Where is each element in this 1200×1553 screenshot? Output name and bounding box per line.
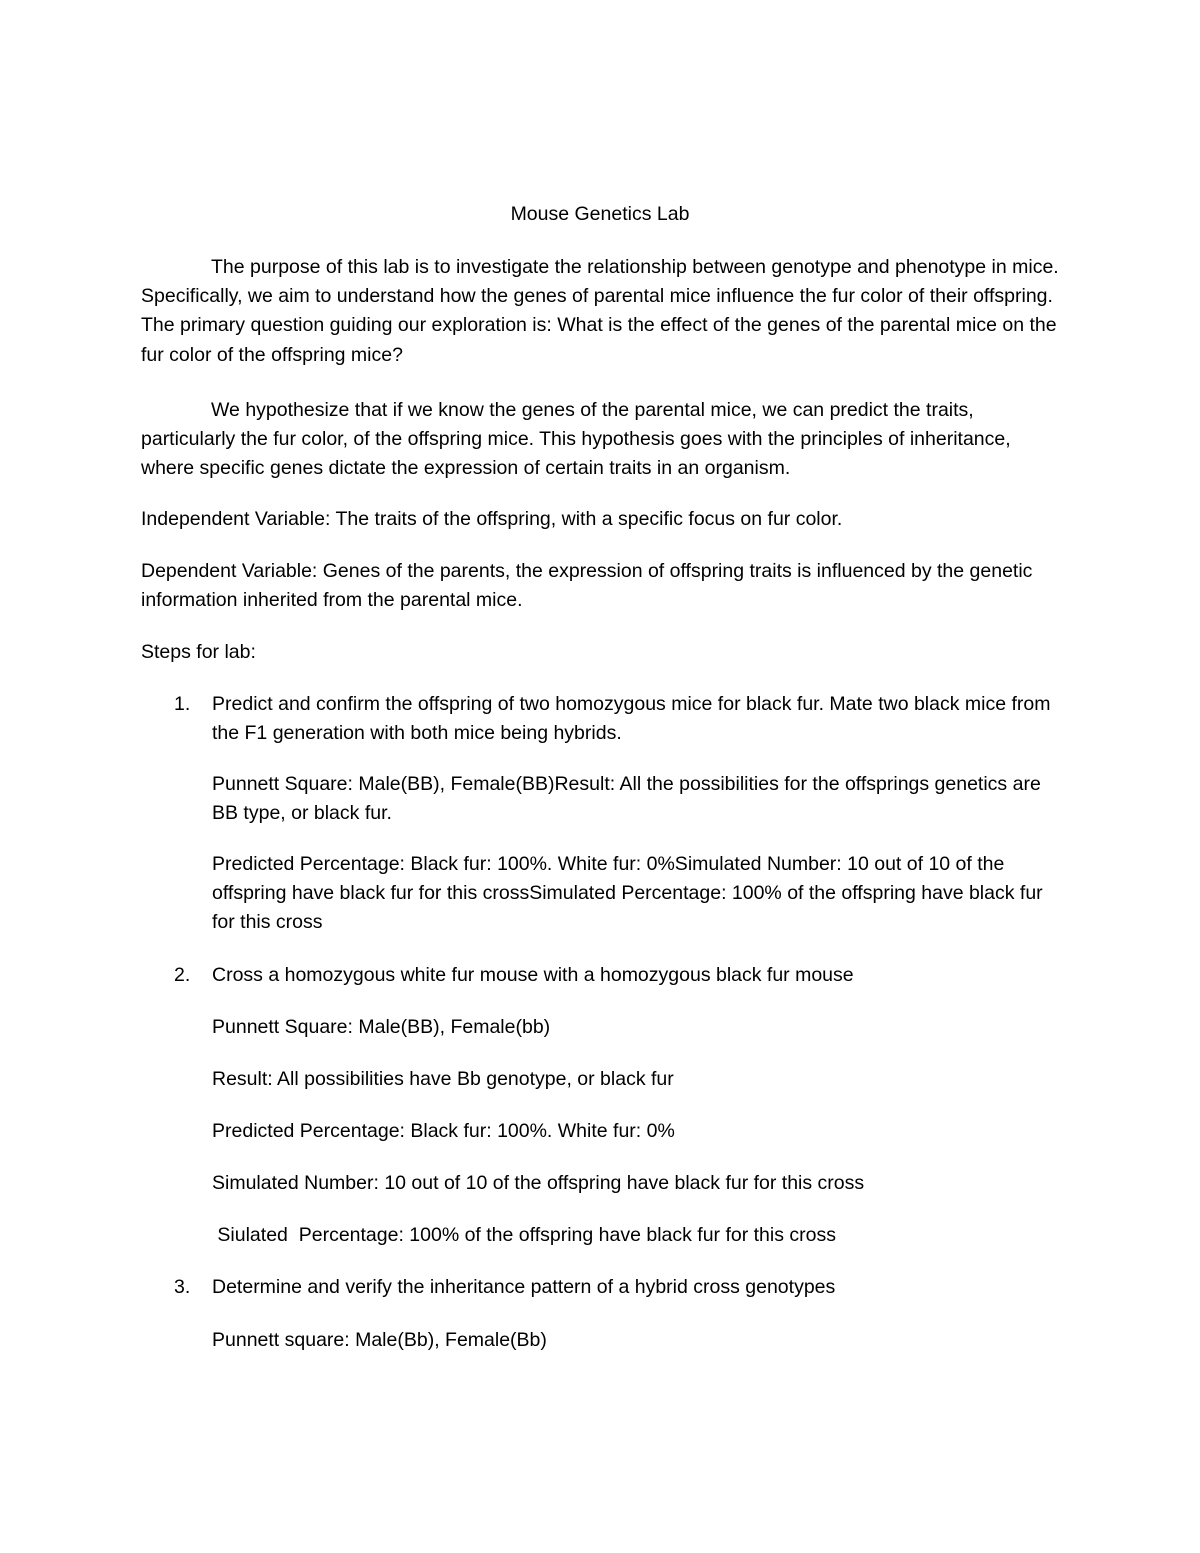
step-detail: Punnett Square: Male(BB), Female(bb) (212, 1016, 551, 1038)
independent-variable: Independent Variable: The traits of the offspring, with a specific focus on fur color. (141, 508, 843, 530)
step-number: 2. (174, 964, 191, 986)
step-detail: Siulated Percentage: 100% of the offspring have black fur for this cross (212, 1224, 836, 1246)
step-detail: Punnett square: Male(Bb), Female(Bb) (212, 1329, 547, 1351)
step-text: Determine and verify the inheritance pattern of a hybrid cross genotypes (212, 1276, 836, 1298)
page-title: Mouse Genetics Lab (510, 203, 690, 225)
hypothesis-paragraph: We hypothesize that if we know the genes of the parental mice, we can predict the traits, particularly the fur color, of the offspring mice. This hypothesis goes with the principles of inheritance, where specific genes dictate the expression of certain traits in an organism. (141, 399, 1011, 480)
step-text: Predict and confirm the offspring of two homozygous mice for black fur. Mate two black mice from the F1 generation with both mice being hybrids. (212, 693, 1051, 745)
dependent-variable: Dependent Variable: Genes of the parents, the expression of offspring traits is influenced by the genetic information inherited from the parental mice. (141, 560, 1033, 612)
step-number: 1. (174, 693, 191, 715)
step-detail: Punnett Square: Male(BB), Female(BB)Result: All the possibilities for the offsprings genetics are BB type, or black fur. (212, 773, 1041, 825)
purpose-paragraph: The purpose of this lab is to investigate the relationship between genotype and phenotype in mice. Specifically, we aim to understand how the genes of parental mice influence the fur color of their offspring. The primary question guiding our exploration is: What is the effect of the genes of the parental mice on the fur color of the offspring mice? (141, 256, 1059, 366)
step-detail: Result: All possibilities have Bb genotype, or black fur (212, 1068, 674, 1090)
step-detail: Predicted Percentage: Black fur: 100%. White fur: 0%Simulated Number: 10 out of 10 of the offspring have black fur for this crossSimulated Percentage: 100% of the offspring have black fur for this cross (212, 853, 1043, 934)
step-detail: Simulated Number: 10 out of 10 of the offspring have black fur for this cross (212, 1172, 865, 1194)
step-number: 3. (174, 1276, 191, 1298)
step-detail: Predicted Percentage: Black fur: 100%. White fur: 0% (212, 1120, 675, 1142)
steps-heading: Steps for lab: (141, 641, 256, 663)
step-text: Cross a homozygous white fur mouse with a homozygous black fur mouse (212, 964, 854, 986)
